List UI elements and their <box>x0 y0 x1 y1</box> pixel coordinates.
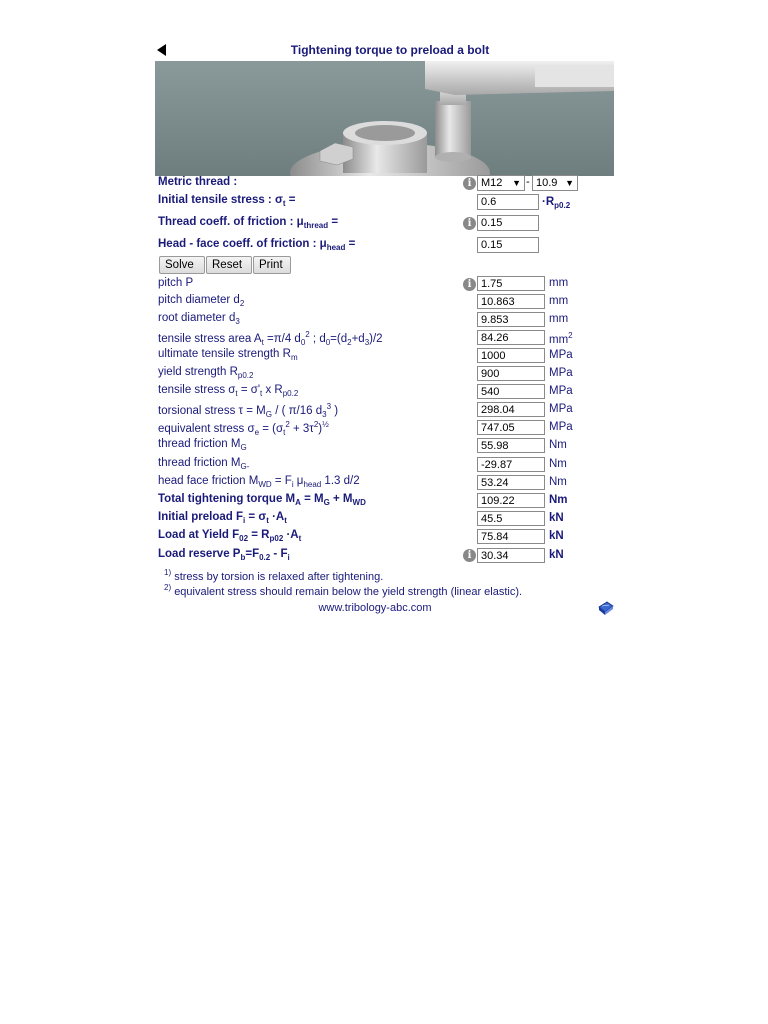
tensile-stress-unit: MPa <box>549 385 573 397</box>
tensile-area-unit: $mm^2$ <box>549 331 573 346</box>
footnote-1: $^{1)}$ stress by torsion is relaxed after tightening. <box>164 568 384 583</box>
head-friction-label: Head - face coeff. of friction : $\mu_{head}$ = <box>158 238 356 252</box>
initial-preload-label: Initial preload $F_i = \sigma_t \cdot A_t$ <box>158 511 287 525</box>
total-torque-output: 109.22 <box>477 493 545 508</box>
pitch-diameter-output: 10.863 <box>477 294 545 309</box>
metric-thread-label: Metric thread : <box>158 176 238 188</box>
info-icon[interactable]: i <box>463 549 476 562</box>
head-friction-output: 53.24 <box>477 475 545 490</box>
thread-size-select[interactable] <box>477 175 525 191</box>
print-button[interactable]: Print <box>253 256 291 274</box>
tensile-stress-output: 540 <box>477 384 545 399</box>
load-reserve-output: 30.34 <box>477 548 545 563</box>
initial-preload-unit: kN <box>549 512 564 524</box>
thread-friction-neg-label: thread friction $M_{G-}$ <box>158 457 250 471</box>
total-torque-unit: Nm <box>549 494 568 506</box>
load-reserve-label: Load reserve $P_b=F_{0.2} - F_i$ <box>158 548 290 562</box>
torsional-stress-output: 298.04 <box>477 402 545 417</box>
root-diameter-unit: mm <box>549 313 569 325</box>
total-torque-label: Total tightening torque $M_A = M_G + M_{WD}$ <box>158 493 366 507</box>
head-friction-moment-label: head face friction $M_{WD} = F_i$ $\mu_{head}$ 1.3 d/2 <box>158 475 360 489</box>
equivalent-stress-unit: MPa <box>549 421 573 433</box>
bolt-wrench-photo <box>155 61 614 176</box>
tensile-area-output: 84.26 <box>477 330 545 345</box>
thread-size-value: M12 <box>481 177 503 189</box>
thread-friction-neg-output: -29.87 <box>477 457 545 472</box>
ultimate-strength-output: 1000 <box>477 348 545 363</box>
book-icon[interactable] <box>598 601 614 616</box>
head-friction-input[interactable]: 0.15 <box>477 237 539 253</box>
thread-dash: - <box>526 176 530 188</box>
load-yield-label: Load at Yield $F_{02} = R_{p02} \cdot A_t$ <box>158 529 302 543</box>
footnote-2: $^{2)}$ equivalent stress should remain below the yield strength (linear elastic). <box>164 583 523 598</box>
thread-friction-pos-unit: Nm <box>549 439 567 451</box>
initial-preload-output: 45.5 <box>477 511 545 526</box>
tensile-stress-label: tensile stress $\sigma_t = \sigma'_t$ x $R_{p0.2}$ <box>158 384 299 398</box>
pitch-unit: mm <box>549 277 569 289</box>
chevron-down-icon: ▼ <box>512 178 521 188</box>
yield-strength-label: yield strength $R_{p0.2}$ <box>158 366 254 380</box>
ultimate-strength-unit: MPa <box>549 349 573 361</box>
thread-friction-input[interactable]: 0.15 <box>477 215 539 231</box>
chevron-down-icon: ▼ <box>565 178 574 188</box>
footer-link[interactable]: www.tribology-abc.com <box>318 602 432 614</box>
load-reserve-unit: kN <box>549 549 564 561</box>
tensile-area-label: tensile stress area $A_t =\pi/4$ $d_0^2$ ; $d_0=(d_2+d_3)/2$ <box>158 330 383 347</box>
torsional-stress-unit: MPa <box>549 403 573 415</box>
pitch-diameter-unit: mm <box>549 295 569 307</box>
tensile-stress-input-label: Initial tensile stress : $\sigma_t$ = <box>158 194 296 208</box>
thread-friction-label: Thread coeff. of friction : $\mu_{thread}$ = <box>158 216 339 230</box>
root-diameter-label: root diameter $d_3$ <box>158 312 240 326</box>
grade-select[interactable] <box>532 175 578 191</box>
info-icon[interactable]: i <box>463 217 476 230</box>
thread-friction-pos-label: thread friction $M_G$ <box>158 438 247 452</box>
info-icon[interactable]: i <box>463 177 476 190</box>
page-title: Tightening torque to preload a bolt <box>290 43 490 57</box>
solve-button[interactable]: Solve <box>159 256 205 274</box>
thread-friction-pos-output: 55.98 <box>477 438 545 453</box>
yield-strength-output: 900 <box>477 366 545 381</box>
ultimate-strength-label: ultimate tensile strength $R_m$ <box>158 348 298 362</box>
reset-button[interactable]: Reset <box>206 256 252 274</box>
equivalent-stress-output: 747.05 <box>477 420 545 435</box>
root-diameter-output: 9.853 <box>477 312 545 327</box>
thread-friction-neg-unit: Nm <box>549 458 567 470</box>
pitch-label: pitch P <box>158 277 194 289</box>
load-yield-unit: kN <box>549 530 564 542</box>
yield-strength-unit: MPa <box>549 367 573 379</box>
tensile-stress-input[interactable]: 0.6 <box>477 194 539 210</box>
tensile-stress-unit: $\cdot R_{p0.2}$ <box>542 196 571 210</box>
equivalent-stress-label: equivalent stress $\sigma_e = (\sigma_t^2 + 3\tau^2)^{\frac{1}{2}}$ <box>158 420 329 437</box>
pitch-output: 1.75 <box>477 276 545 291</box>
load-yield-output: 75.84 <box>477 529 545 544</box>
grade-value: 10.9 <box>536 177 558 189</box>
pitch-diameter-label: pitch diameter $d_2$ <box>158 294 245 308</box>
info-icon[interactable]: i <box>463 278 476 291</box>
head-friction-unit: Nm <box>549 476 567 488</box>
torsional-stress-label: torsional stress $\tau = M_G$ / ( π/16 $d_3^3$ ) <box>158 402 339 419</box>
